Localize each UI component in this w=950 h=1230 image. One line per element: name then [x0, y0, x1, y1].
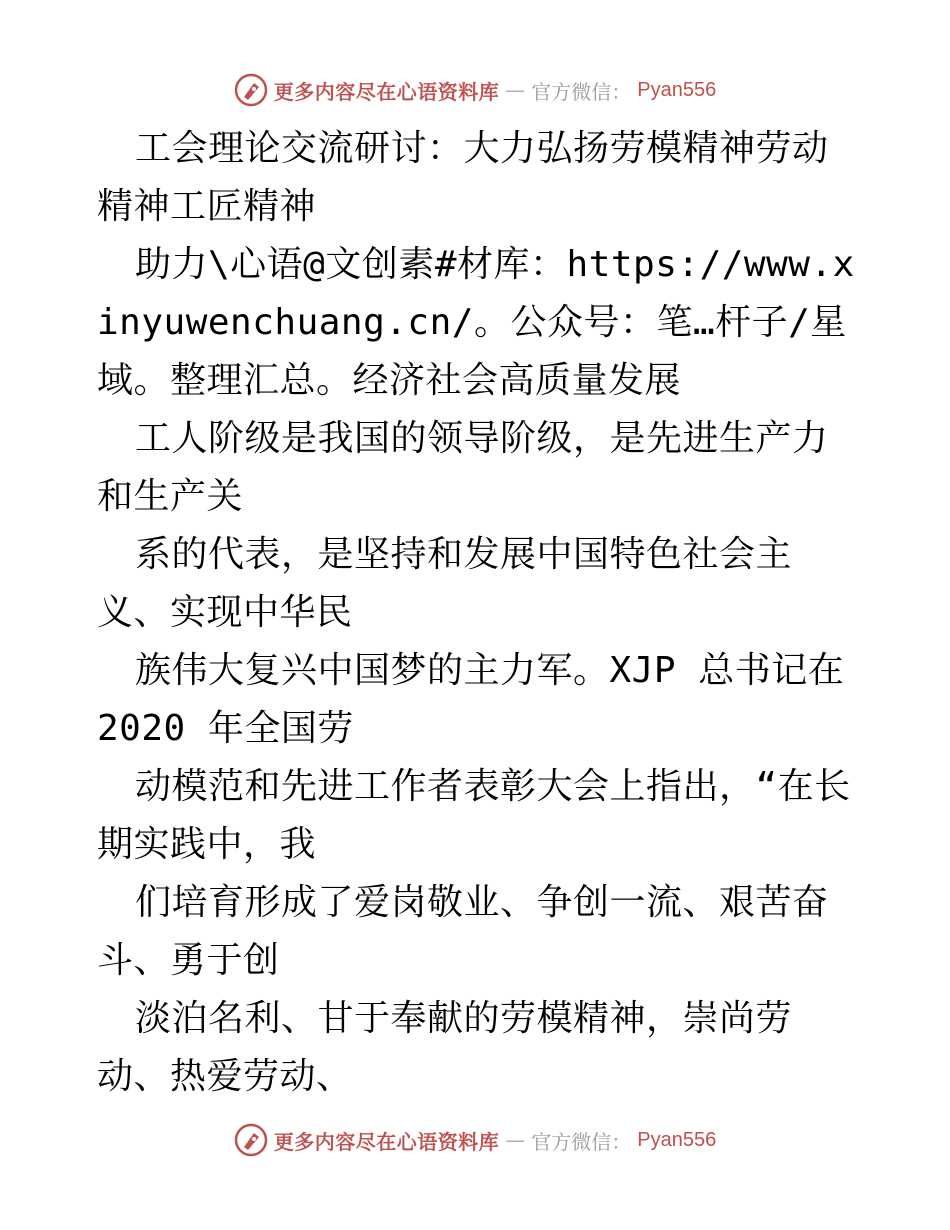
paragraph: 淡泊名利、甘于奉献的劳模精神，崇尚劳动、热爱劳动、 — [97, 998, 793, 1097]
pen-nib-logo-icon — [234, 73, 268, 107]
pen-nib-logo-icon — [234, 1123, 268, 1157]
paragraph-title: 工会理论交流研讨：大力弘扬劳模精神劳动精神工匠精神 — [97, 128, 829, 227]
document-body — [97, 120, 857, 1106]
paragraph: 们培育形成了爱岗敬业、争创一流、艰苦奋斗、勇于创 — [97, 882, 829, 981]
banner-wechat-label: 官方微信： — [531, 1129, 632, 1154]
paragraph: 系的代表，是坚持和发展中国特色社会主义、实现中华民 — [97, 534, 793, 633]
paragraph-source-note: 助力\心语@文创素#材库：https://www.xinyuwenchuang.cn/。公众号：笔…杆子/星域。整理汇总。经济社会高质量发展 — [97, 244, 855, 401]
banner-main-text: 更多内容尽在心语资料库 — [273, 1129, 500, 1154]
banner-dash: — — [505, 78, 526, 102]
paragraph: 族伟大复兴中国梦的主力军。XJP 总书记在 2020 年全国劳 — [97, 650, 845, 749]
banner-main-text: 更多内容尽在心语资料库 — [273, 79, 500, 104]
footer-banner — [0, 1118, 950, 1162]
banner-dash: — — [505, 1128, 526, 1152]
banner-wechat-label: 官方微信： — [531, 79, 632, 104]
banner-wechat-id: Pyan556 — [637, 78, 717, 101]
banner-wechat-id: Pyan556 — [637, 1128, 717, 1151]
paragraph: 工人阶级是我国的领导阶级，是先进生产力和生产关 — [97, 418, 829, 517]
paragraph: 动模范和先进工作者表彰大会上指出，“在长期实践中，我 — [97, 766, 851, 865]
header-banner — [0, 68, 950, 112]
